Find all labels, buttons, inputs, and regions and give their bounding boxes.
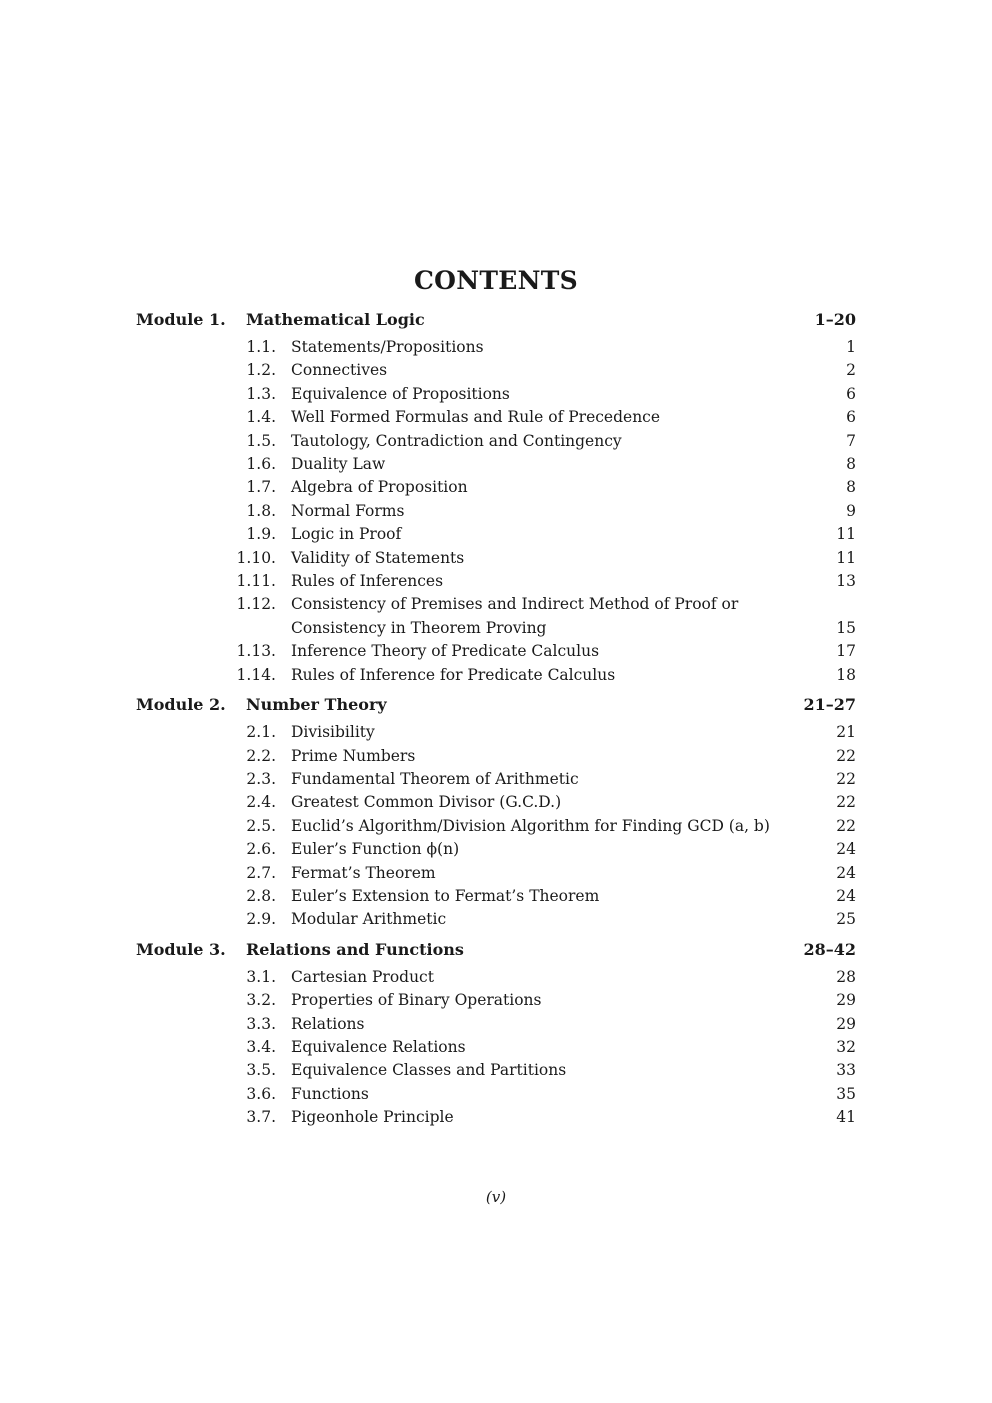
- module-title: Mathematical Logic: [246, 310, 425, 329]
- section-title-line: Equivalence Relations: [291, 1037, 466, 1056]
- section-page: 17: [836, 642, 856, 661]
- toc-row: [136, 359, 856, 382]
- section-number: 1.12.: [236, 595, 276, 614]
- section-page: 24: [836, 840, 856, 859]
- toc-row: [136, 1036, 856, 1059]
- section-title-line: Rules of Inferences: [291, 572, 444, 591]
- section-number: 1.5.: [246, 431, 276, 450]
- section-page: 24: [836, 886, 856, 905]
- section-page: 21: [836, 723, 856, 742]
- section-page: 35: [836, 1084, 856, 1103]
- toc-row: [136, 1106, 856, 1129]
- section-title: [291, 862, 816, 885]
- section-title: [291, 640, 816, 663]
- section-page: 15: [836, 618, 856, 637]
- section-page: 22: [836, 793, 856, 812]
- module-label: Module 3.: [136, 939, 226, 959]
- module-title: Number Theory: [246, 695, 387, 715]
- section-title: [291, 745, 816, 768]
- module-header: [136, 695, 856, 721]
- module-section: [136, 695, 856, 932]
- toc-row: [136, 430, 856, 453]
- section-title-line: Euler’s Extension to Fermat’s Theorem: [291, 886, 600, 905]
- section-title: [291, 1059, 816, 1082]
- section-page: 22: [836, 746, 856, 765]
- module-items: [136, 721, 856, 932]
- table-of-contents: [136, 310, 856, 1138]
- section-number: 1.4.: [246, 408, 276, 427]
- toc-row: [136, 721, 856, 744]
- module-items: [136, 336, 856, 687]
- module-label: Module 2.: [136, 695, 226, 715]
- module-section: [136, 310, 856, 687]
- section-number: 1.13.: [236, 642, 276, 661]
- section-page: 28: [836, 967, 856, 986]
- section-title: [291, 791, 816, 814]
- module-page-range: 1–20: [814, 310, 856, 329]
- section-title-line: Rules of Inference for Predicate Calculus: [291, 665, 616, 684]
- section-title-line: Fundamental Theorem of Arithmetic: [291, 769, 579, 788]
- section-number: 1.2.: [246, 361, 276, 380]
- section-page: 25: [836, 910, 856, 929]
- section-title: [291, 966, 816, 989]
- section-page: 6: [846, 384, 856, 403]
- section-title: [291, 664, 816, 687]
- toc-row: [136, 1059, 856, 1082]
- section-title-line: Modular Arithmetic: [291, 910, 447, 929]
- section-title: [291, 523, 816, 546]
- section-number: 1.9.: [246, 525, 276, 544]
- section-title-line: Relations: [291, 1014, 365, 1033]
- module-page-range: 28–42: [803, 939, 856, 959]
- section-title-line: Divisibility: [291, 723, 375, 742]
- toc-row: [136, 523, 856, 546]
- section-title-line: Well Formed Formulas and Rule of Precedence: [291, 408, 661, 427]
- section-page: 22: [836, 816, 856, 835]
- section-page: 2: [846, 361, 856, 380]
- module-label: Module 1.: [136, 310, 226, 329]
- section-title: [291, 768, 816, 791]
- section-title-line: Cartesian Product: [291, 967, 434, 986]
- section-title: [291, 593, 816, 640]
- section-number: 1.8.: [246, 501, 276, 520]
- toc-row: [136, 989, 856, 1012]
- module-items: [136, 966, 856, 1130]
- section-title-line: Equivalence of Propositions: [291, 384, 510, 403]
- section-number: 2.5.: [246, 816, 276, 835]
- section-title: [291, 989, 816, 1012]
- section-number: 3.1.: [246, 967, 276, 986]
- section-page: 13: [836, 572, 856, 591]
- section-title-line: Statements/Propositions: [291, 338, 484, 356]
- section-title: [291, 908, 816, 931]
- section-title-line: Prime Numbers: [291, 746, 416, 765]
- toc-row: [136, 1013, 856, 1036]
- module-title: Relations and Functions: [246, 939, 464, 959]
- section-title: [291, 1013, 816, 1036]
- section-number: 1.10.: [236, 548, 276, 567]
- section-number: 3.2.: [246, 991, 276, 1010]
- section-number: 3.4.: [246, 1037, 276, 1056]
- section-page: 18: [836, 665, 856, 684]
- section-page: 33: [836, 1061, 856, 1080]
- section-title-line: Inference Theory of Predicate Calculus: [291, 642, 600, 661]
- section-page: 11: [836, 548, 856, 567]
- section-title-line: Fermat’s Theorem: [291, 863, 436, 882]
- section-title-line: Functions: [291, 1084, 369, 1103]
- section-title: [291, 500, 816, 523]
- section-title: [291, 430, 816, 453]
- section-number: 2.8.: [246, 886, 276, 905]
- section-number: 1.6.: [246, 455, 276, 474]
- module-page-range: 21–27: [803, 695, 856, 715]
- section-page: 9: [846, 501, 856, 520]
- section-title-line: Algebra of Proposition: [291, 478, 468, 497]
- section-title-line: Tautology, Contradiction and Contingency: [291, 431, 622, 450]
- section-title-line: Logic in Proof: [291, 525, 402, 544]
- section-title: [291, 1036, 816, 1059]
- module-header: [136, 310, 856, 336]
- section-number: 2.1.: [246, 723, 276, 742]
- toc-row: [136, 570, 856, 593]
- toc-row: [136, 838, 856, 861]
- section-title: [291, 336, 816, 359]
- section-number: 2.2.: [246, 746, 276, 765]
- section-page: 24: [836, 863, 856, 882]
- toc-row: [136, 966, 856, 989]
- toc-row: [136, 815, 856, 838]
- section-number: 1.3.: [246, 384, 276, 403]
- module-section: [136, 940, 856, 1130]
- toc-row: [136, 406, 856, 429]
- section-title-line: Consistency of Premises and Indirect Method of Proof or: [291, 595, 739, 614]
- section-page: 7: [846, 431, 856, 450]
- toc-row: [136, 476, 856, 499]
- section-title: [291, 547, 816, 570]
- section-number: 1.11.: [236, 572, 276, 591]
- toc-row: [136, 500, 856, 523]
- toc-row: [136, 383, 856, 406]
- toc-row: [136, 640, 856, 663]
- section-page: 1: [846, 338, 856, 356]
- section-title: [291, 1083, 816, 1106]
- section-title: [291, 815, 816, 838]
- section-page: 11: [836, 525, 856, 544]
- section-title: [291, 406, 816, 429]
- section-title: [291, 885, 816, 908]
- toc-row: [136, 547, 856, 570]
- section-number: 2.9.: [246, 910, 276, 929]
- footer-page-number: (v): [485, 1188, 507, 1206]
- section-number: 3.6.: [246, 1084, 276, 1103]
- section-title: [291, 476, 816, 499]
- module-header: [136, 940, 856, 966]
- section-title-line: Euclid’s Algorithm/Division Algorithm for Finding GCD (a, b): [291, 816, 770, 835]
- section-title-line: Equivalence Classes and Partitions: [291, 1061, 567, 1080]
- toc-row: [136, 745, 856, 768]
- section-title: [291, 453, 816, 476]
- section-title-line: Validity of Statements: [291, 548, 465, 567]
- section-number: 3.3.: [246, 1014, 276, 1033]
- section-title-line: Duality Law: [291, 455, 386, 474]
- section-number: 2.6.: [246, 840, 276, 859]
- section-page: 32: [836, 1037, 856, 1056]
- section-title: [291, 359, 816, 382]
- section-page: 6: [846, 408, 856, 427]
- section-number: 3.5.: [246, 1061, 276, 1080]
- section-title-line: Greatest Common Divisor (G.C.D.): [291, 793, 562, 812]
- section-title-line: Properties of Binary Operations: [291, 991, 542, 1010]
- section-title-line: Normal Forms: [291, 501, 405, 520]
- page-title: CONTENTS: [413, 266, 579, 295]
- section-title-line: Consistency in Theorem Proving: [291, 618, 547, 637]
- section-title-line: Connectives: [291, 361, 388, 380]
- section-page: 8: [846, 455, 856, 474]
- section-number: 1.1.: [246, 338, 276, 356]
- section-page: 29: [836, 1014, 856, 1033]
- section-title-line: Euler’s Function ϕ(n): [291, 840, 460, 859]
- toc-row: [136, 336, 856, 359]
- toc-row: [136, 593, 856, 640]
- toc-row: [136, 768, 856, 791]
- section-page: 8: [846, 478, 856, 497]
- section-title: [291, 570, 816, 593]
- section-number: 2.3.: [246, 769, 276, 788]
- toc-row: [136, 862, 856, 885]
- toc-row: [136, 1083, 856, 1106]
- section-number: 1.7.: [246, 478, 276, 497]
- section-number: 3.7.: [246, 1108, 276, 1127]
- section-title: [291, 383, 816, 406]
- section-number: 2.7.: [246, 863, 276, 882]
- section-page: 29: [836, 991, 856, 1010]
- section-title: [291, 721, 816, 744]
- section-page: 22: [836, 769, 856, 788]
- toc-row: [136, 791, 856, 814]
- section-number: 2.4.: [246, 793, 276, 812]
- section-page: 41: [836, 1108, 856, 1127]
- toc-row: [136, 664, 856, 687]
- section-number: 1.14.: [236, 665, 276, 684]
- section-title: [291, 838, 816, 861]
- toc-row: [136, 453, 856, 476]
- toc-row: [136, 885, 856, 908]
- section-title-line: Pigeonhole Principle: [291, 1108, 454, 1127]
- section-title: [291, 1106, 816, 1129]
- toc-row: [136, 908, 856, 931]
